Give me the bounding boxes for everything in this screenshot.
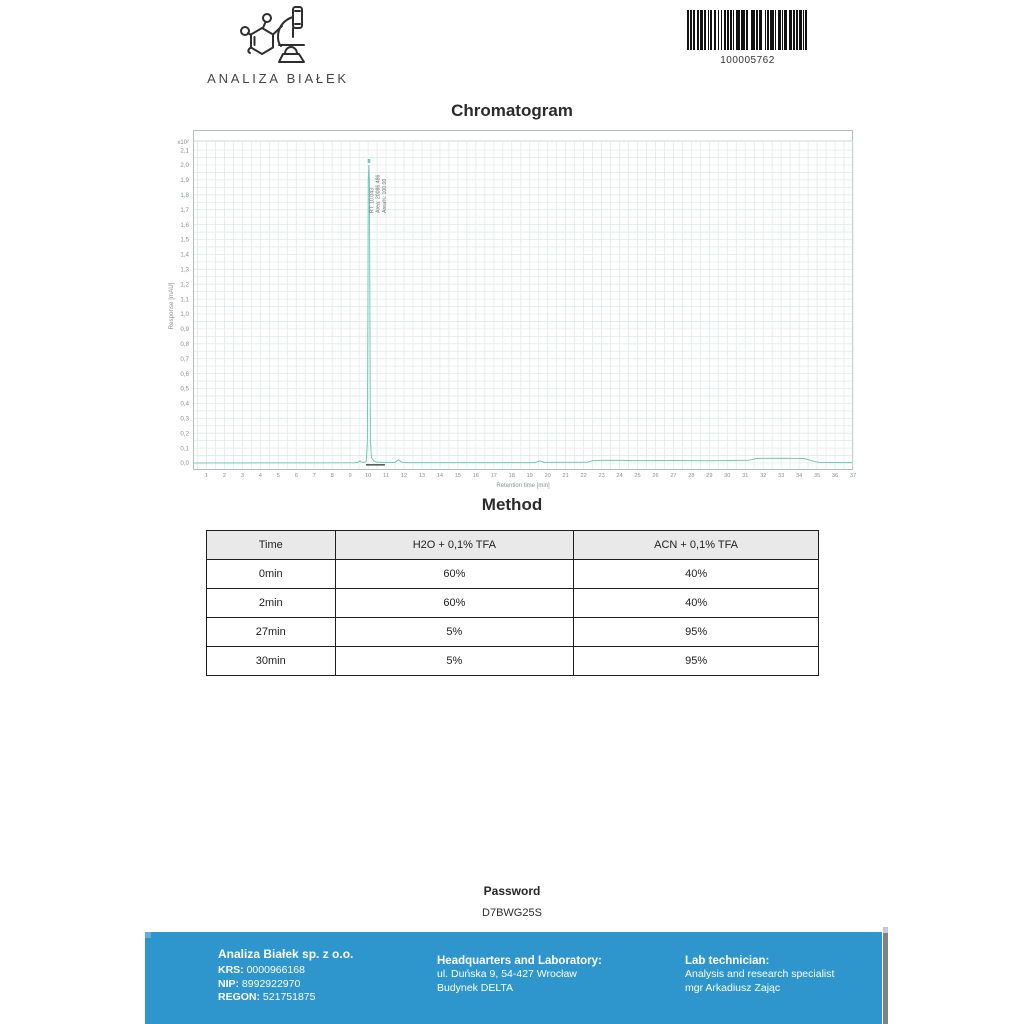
x-tick-label: 25: [634, 473, 641, 479]
y-tick-label: 1,3: [180, 266, 189, 274]
company-nip: [218, 978, 353, 992]
y-tick-label: 0,4: [180, 400, 189, 408]
y-tick-label: 0,9: [180, 326, 189, 334]
method-table: [206, 530, 819, 676]
hq-address: ul. Duńska 9, 54-427 Wrocław: [437, 968, 577, 980]
y-tick-label: 1,6: [180, 221, 189, 229]
nip-value: 8992922970: [241, 977, 301, 990]
table-header-cell: ACN + 0,1% TFA: [574, 531, 819, 560]
table-header-row: [207, 531, 819, 560]
regon-label: REGON:: [218, 991, 260, 1003]
y-tick-label: 0,8: [180, 341, 189, 348]
table-cell: 95%: [574, 647, 819, 676]
y-tick-label: 1,9: [180, 177, 189, 185]
x-tick-label: 24: [616, 473, 623, 479]
x-tick-label: 31: [742, 473, 749, 479]
krs-value: 0000966168: [246, 964, 305, 976]
table-cell: 5%: [335, 618, 574, 647]
x-tick-label: 2: [222, 473, 226, 479]
y-axis-multiplier: x10²: [177, 140, 189, 146]
password-label: Password: [483, 884, 541, 898]
y-tick-label: 1,1: [180, 296, 189, 304]
barcode-block: [687, 10, 808, 66]
password-value: D7BWG25S: [482, 907, 542, 919]
x-tick-label: 4: [258, 473, 262, 479]
table-header-cell: H2O + 0,1% TFA: [335, 531, 574, 560]
x-tick-label: 29: [706, 473, 713, 479]
x-tick-label: 17: [490, 473, 497, 479]
y-tick-label: 1,7: [180, 206, 189, 214]
table-cell: 60%: [335, 589, 574, 618]
x-tick-label: 3: [240, 473, 244, 479]
company-name: Analiza Białek sp. z o.o.: [218, 947, 354, 961]
table-row: [207, 618, 819, 647]
x-tick-label: 30: [724, 473, 731, 479]
nip-label: NIP:: [218, 977, 239, 990]
footer-notch: [145, 932, 151, 938]
y-tick-label: 0,6: [180, 370, 189, 378]
x-tick-label: 20: [544, 473, 551, 479]
y-tick-label: 0,1: [180, 445, 189, 453]
y-axis-label: Response [mAU]: [168, 282, 175, 330]
company-krs: [218, 964, 353, 978]
footer-hq-block: [437, 954, 602, 995]
table-row: [207, 560, 819, 589]
y-tick-label: 1,8: [180, 192, 189, 199]
x-tick-label: 22: [580, 473, 587, 479]
table-cell: 95%: [574, 618, 819, 647]
password-block: [0, 884, 1024, 919]
chromatogram-chart: [160, 128, 862, 496]
regon-value: 521751875: [262, 991, 316, 1003]
x-tick-label: 14: [436, 473, 444, 479]
method-title: Method: [481, 495, 543, 514]
footer-technician-block: [685, 954, 834, 995]
barcode-bar: [805, 10, 807, 50]
y-tick-label: 2,0: [180, 162, 189, 170]
peak-annotation: Area: 20086.486: [375, 174, 382, 213]
x-tick-label: 13: [418, 473, 426, 479]
y-tick-label: 0,5: [180, 385, 189, 393]
y-tick-label: 1,4: [180, 251, 189, 259]
barcode-number: 100005762: [720, 55, 775, 66]
x-tick-label: 12: [400, 473, 408, 479]
x-tick-label: 1: [204, 473, 209, 479]
table-cell: 5%: [335, 647, 574, 676]
table-cell: 2min: [207, 589, 336, 618]
x-tick-label: 9: [348, 473, 352, 479]
brand-name: ANALIZA BIAŁEK: [207, 71, 349, 86]
peak-annotation: RT: 10.043: [369, 188, 376, 213]
y-tick-label: 1,2: [180, 281, 189, 289]
scrollbar-track: [883, 933, 888, 1024]
y-tick-label: 1,5: [180, 236, 189, 244]
table-row: [207, 647, 819, 676]
x-tick-label: 10: [364, 473, 372, 479]
x-tick-label: 7: [312, 473, 316, 479]
scrollbar[interactable]: [883, 927, 888, 1024]
table-cell: 40%: [574, 560, 819, 589]
x-tick-label: 6: [294, 473, 298, 479]
hq-building: Budynek DELTA: [437, 981, 514, 994]
x-tick-label: 11: [383, 473, 389, 479]
x-tick-label: 19: [526, 473, 533, 479]
x-tick-label: 15: [454, 473, 462, 479]
x-tick-label: 21: [562, 473, 569, 479]
y-tick-label: 1,0: [180, 311, 189, 319]
x-tick-label: 26: [652, 473, 659, 479]
x-tick-label: 8: [330, 473, 334, 479]
table-cell: 27min: [207, 618, 336, 647]
logo-block: [187, 4, 369, 86]
y-tick-label: 0,2: [180, 430, 189, 438]
x-tick-label: 18: [508, 473, 515, 479]
x-tick-label: 35: [813, 473, 821, 479]
y-tick-label: 2,1: [180, 147, 189, 155]
table-cell: 60%: [335, 560, 574, 589]
table-cell: 40%: [574, 589, 819, 618]
molecule-microscope-icon: [238, 4, 318, 66]
x-tick-label: 27: [670, 473, 677, 479]
table-cell: 0min: [207, 560, 336, 589]
x-axis-label: Retention time [min]: [496, 483, 550, 489]
x-tick-label: 16: [472, 473, 479, 479]
table-row: [207, 589, 819, 618]
table-cell: 30min: [207, 647, 336, 676]
x-tick-label: 23: [598, 473, 605, 479]
y-tick-label: 0,0: [180, 460, 189, 468]
footer-company-block: [218, 947, 353, 1005]
krs-label: KRS:: [218, 964, 244, 976]
y-tick-label: 0,7: [180, 355, 189, 363]
table-header-cell: Time: [207, 531, 336, 560]
x-tick-label: 28: [688, 473, 695, 479]
x-tick-label: 34: [796, 473, 803, 479]
x-tick-label: 36: [831, 473, 839, 479]
technician-name: mgr Arkadiusz Zając: [685, 981, 781, 994]
peak-annotation: Area%: 100.00: [381, 178, 388, 213]
technician-role: Analysis and research specialist: [685, 968, 835, 980]
x-tick-label: 33: [778, 473, 785, 479]
x-tick-label: 32: [760, 473, 767, 479]
x-tick-label: 5: [276, 473, 280, 479]
chromatogram-title: Chromatogram: [451, 101, 573, 120]
x-tick-label: 37: [849, 473, 857, 479]
hq-title: Headquarters and Laboratory:: [437, 955, 602, 967]
technician-title: Lab technician:: [685, 955, 770, 967]
barcode-icon: [687, 10, 808, 50]
company-regon: [218, 991, 353, 1005]
footer: [145, 932, 882, 1024]
y-tick-label: 0,3: [180, 415, 189, 423]
peak-apex-marker: [368, 159, 371, 163]
